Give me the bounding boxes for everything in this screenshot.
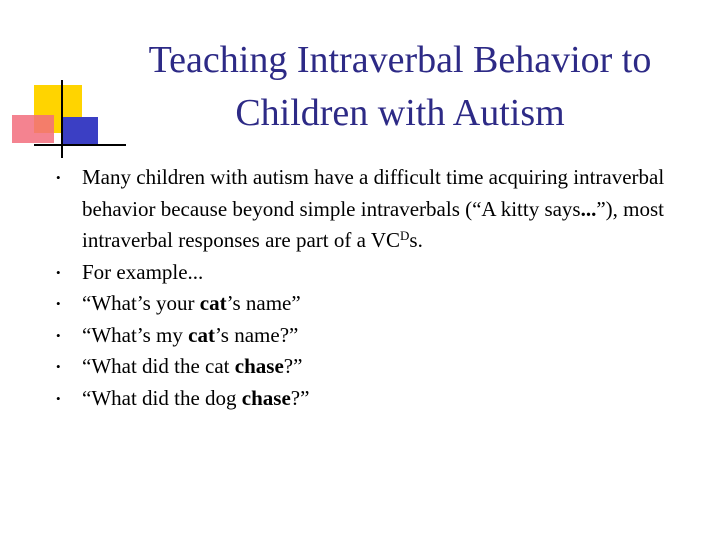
bullet-dot-icon: • xyxy=(56,264,61,280)
bullet-item: • “What’s my cat’s name?” xyxy=(56,320,676,352)
title-line-1: Teaching Intraverbal Behavior to xyxy=(148,39,652,81)
bullet-list xyxy=(56,162,676,414)
bullet-dot-icon: • xyxy=(56,296,61,311)
bullet-item: • Many children with autism have a difficult time acquiring intraverbal behavior because beyond simple intraverbals (“A kitty says...”), most intraverbal responses are part of a $VC^Ds$. xyxy=(56,162,676,257)
blue-square xyxy=(62,117,98,145)
bullet-dot-icon: • xyxy=(56,359,61,374)
red-bar xyxy=(12,115,54,143)
bullet-dot-icon: • xyxy=(56,327,61,343)
bullet-item: • For example... xyxy=(56,257,676,289)
slide-title xyxy=(100,34,700,140)
bullet-dot-icon: • xyxy=(56,390,61,406)
bullet-item: • “What did the cat chase?” xyxy=(56,351,676,383)
bullet-item: • “What did the dog chase?” xyxy=(56,383,676,415)
bullet-dot-icon: • xyxy=(56,170,61,185)
title-line-2: Children with Autism xyxy=(235,92,565,134)
bullet-item: • “What’s your cat’s name” xyxy=(56,288,676,320)
